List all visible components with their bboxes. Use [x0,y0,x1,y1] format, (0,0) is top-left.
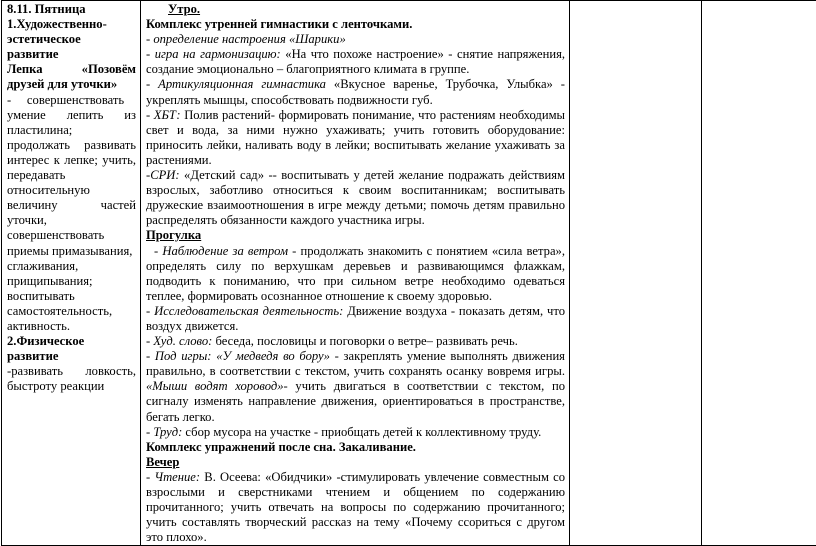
lesson-title-line: Лепка «Позовём [7,62,136,77]
goal-line-3: продолжать развивать [7,138,136,153]
goal-line-5: передавать [7,168,136,183]
section-title-art-3: развитие [7,47,136,62]
games-text: - закреплять умение выполнять движения правильно, в соответствии с текстом, учить сохранять осанку вовремя игры. [146,349,565,378]
goal-line-4: интерес к лепке; учить, [7,153,136,168]
reading-text: В. Осеева: «Обидчики» -стимулировать увлечение совместным со взрослыми и сверстниками чтением и общением по содержанию прочитанного; учить отвечать на вопросы по содержанию прочитанного; учить составлять творческий рассказ на тему «Почему ссориться с другом это плохо». [146,470,565,544]
day-header: 8.11. Пятница [7,2,136,17]
harmon-text: «На что похоже настроение» - снятие напряжения, создание эмоционально – благоприятного климата в группе. [146,47,565,76]
hbt-label: - ХБТ: [146,108,181,122]
empty-cell-1 [570,1,702,546]
goal-line-7: величину частей [7,198,136,213]
labor-text: сбор мусора на участке - приобщать детей к коллективному труду. [182,425,541,439]
section-title-phys: 2.Физическое [7,334,136,349]
goal-line-0: - совершенствовать [7,93,136,108]
after-sleep-heading: Комплекс упражнений после сна. Закаливание. [146,440,416,454]
goal-line-6: относительную [7,183,136,198]
reading-label: - Чтение: [146,470,200,484]
goal-line-8: уточки, [7,213,136,228]
artic-text: «Вкусное варенье, Трубочка, Улыбка» - укреплять мышцы, способствовать подвижности губ. [146,77,565,106]
phys-goal-line-1: быстроту реакции [7,379,136,394]
games-label: - Под игры: «У медведя во бору» [146,349,330,363]
sri-text: «Детский сад» -- воспитывать у детей желание подражать действиям взрослых, заботливо относиться к своим воспитанникам; воспитывать дружеские взаимоотношения в игре между детьми; помочь детям правильно распределять обязанности каждого участника игры. [146,168,565,227]
goal-line-15: активность. [7,319,136,334]
morning-heading: Утро. [168,2,200,16]
goal-line-14: самостоятельность, [7,304,136,319]
walk-heading: Прогулка [146,228,201,242]
goal-line-12: прищипывания; [7,274,136,289]
goals-cell [2,1,141,546]
goal-line-11: сглаживания, [7,259,136,274]
research-text: Движение воздуха - показать детям, что воздух движется. [146,304,565,333]
section-title-art: 1.Художественно- [7,17,136,32]
goal-line-2: пластилина; [7,123,136,138]
goals-column [2,1,140,394]
lesson-title-line-2: друзей для уточки» [7,77,136,92]
sri-label: -СРИ: [146,168,180,182]
goal-line-1: умение лепить из [7,108,136,123]
activities-cell [141,1,570,546]
table-row [2,1,816,546]
section-title-art-2: эстетическое [7,32,136,47]
evening-heading: Вечер [146,455,179,469]
obs-label: - Наблюдение за ветром [154,244,288,258]
mood-activity: - определение настроения «Шарики» [146,32,346,46]
empty-cell-2 [702,1,816,546]
mice-text: - учить двигаться в соответствии с текстом, по сигналу изменять направление движения, ориентироваться в пространстве, бегать легко. [146,379,565,423]
lesson-plan-table [1,0,816,546]
activities-column [141,1,569,545]
lit-label: - Худ. слово: [146,334,212,348]
goal-line-9: совершенствовать [7,228,136,243]
lit-text: беседа, пословицы и поговорки о ветре– развивать речь. [212,334,518,348]
research-label: - Исследовательская деятельность: [146,304,343,318]
harmon-label: - игра на гармонизацию: [146,47,281,61]
gym-heading: Комплекс утренней гимнастики с ленточками. [146,17,412,31]
labor-label: - Труд: [146,425,182,439]
hbt-text: Полив растений- формировать понимание, что растениям необходимы свет и вода, за ними нужно ухаживать; учить готовить оборудование: приносить лейки, наливать воду в лейки; воспитывать желание ухаживать за растениями. [146,108,565,167]
section-title-phys-2: развитие [7,349,136,364]
goal-line-13: воспитывать [7,289,136,304]
artic-label: - Артикуляционная гимнастика [146,77,326,91]
goal-line-10: приемы примазывания, [7,244,136,259]
obs-text: - продолжать знакомить с понятием «сила ветра», определять силу по верхушкам деревьев и развивающимся флажкам, подводить к пониманию, что при сильном ветре необходимо одеваться теплее, формировать осознанное отношение к своему здоровью. [146,244,565,303]
mice-label: «Мыши водят хоровод» [146,379,284,393]
phys-goal-line-0: -развивать ловкость, [7,364,136,379]
